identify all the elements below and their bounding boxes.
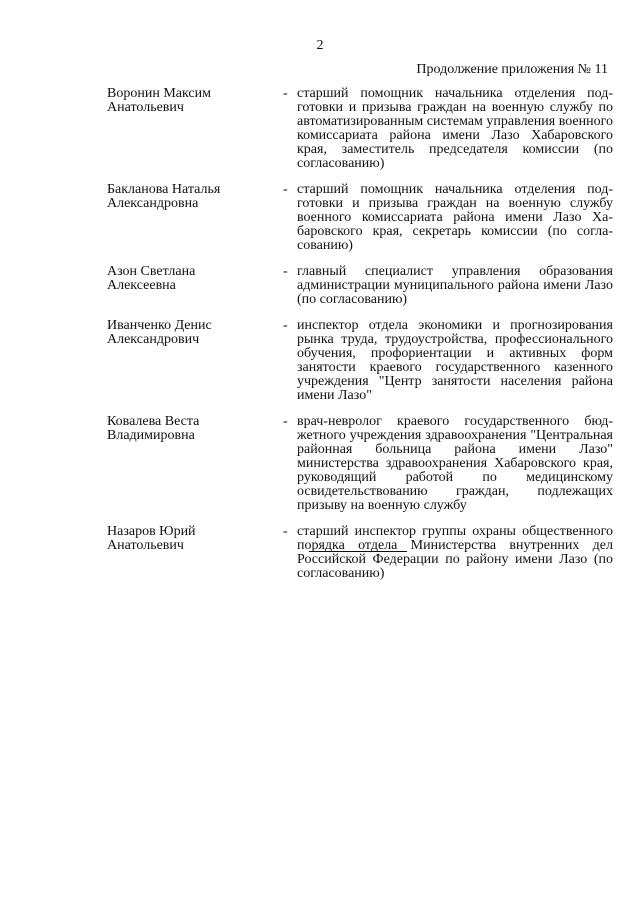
member-entry: [107, 265, 613, 307]
member-name: [107, 415, 283, 443]
member-patronymic: Владимировна: [107, 428, 195, 443]
member-patronymic: Алексеевна: [107, 278, 176, 293]
member-entry: [107, 525, 613, 581]
member-entry: [107, 319, 613, 403]
commission-members-list: [107, 87, 613, 581]
member-patronymic: Анатольевич: [107, 538, 184, 553]
dash-separator: -: [283, 524, 288, 539]
member-surname-firstname: Ковалева Веста: [107, 414, 200, 429]
member-name: [107, 319, 283, 347]
dash-separator: -: [283, 318, 288, 333]
dash-separator: -: [283, 414, 288, 429]
member-role: врач-невролог краевого государственного бюджетного учреждения здравоохранения "Центральная районная больница района имени Лазо" министерства здравоохранения Хабаровского края, руководящий работой по медицинскому освидетельствованию граждан, подлежащих призыву на военную службу: [297, 414, 613, 513]
member-patronymic: Александрович: [107, 332, 200, 347]
member-surname-firstname: Воронин Максим: [107, 86, 211, 101]
member-entry: [107, 87, 613, 171]
member-name: [107, 265, 283, 293]
member-patronymic: Александровна: [107, 196, 199, 211]
closing-rule-line: [309, 551, 407, 552]
member-role: старший помощник начальника отделения подготовки и призыва граждан на военную службу по автоматизированным системам управления военного комиссариата района имени Лазо Хабаровского края, заместитель председателя комиссии (по согласованию): [297, 86, 613, 171]
appendix-continuation-note: Продолжение приложения № 11: [416, 62, 608, 77]
member-role: старший помощник начальника отделения подготовки и призыва граждан на военную службу военного комиссариата района имени Лазо Хабаровского края, секретарь комиссии (по согласованию): [297, 182, 613, 253]
member-surname-firstname: Назаров Юрий: [107, 524, 196, 539]
member-surname-firstname: Иванченко Денис: [107, 318, 212, 333]
member-name: [107, 525, 283, 553]
member-role: старший инспектор группы охраны общественного порядка отдела Министерства внутренних дел Российской Федерации по району имени Лазо (по согласованию): [297, 524, 613, 581]
member-name: [107, 87, 283, 115]
dash-separator: -: [283, 264, 288, 279]
member-surname-firstname: Азон Светлана: [107, 264, 196, 279]
member-role: инспектор отдела экономики и прогнозирования рынка труда, трудоустройства, профессионального обучения, профориентации и активных форм занятости краевого государственного казенного учреждения "Центр занятости населения района имени Лазо": [297, 318, 613, 403]
dash-separator: -: [283, 86, 288, 101]
page-number: 2: [316, 38, 324, 53]
member-entry: [107, 415, 613, 513]
dash-separator: -: [283, 182, 288, 197]
member-patronymic: Анатольевич: [107, 100, 184, 115]
member-surname-firstname: Бакланова Наталья: [107, 182, 221, 197]
member-entry: [107, 183, 613, 253]
member-role: главный специалист управления образования администрации муниципального района имени Лазо (по согласованию): [297, 264, 613, 307]
member-name: [107, 183, 283, 211]
